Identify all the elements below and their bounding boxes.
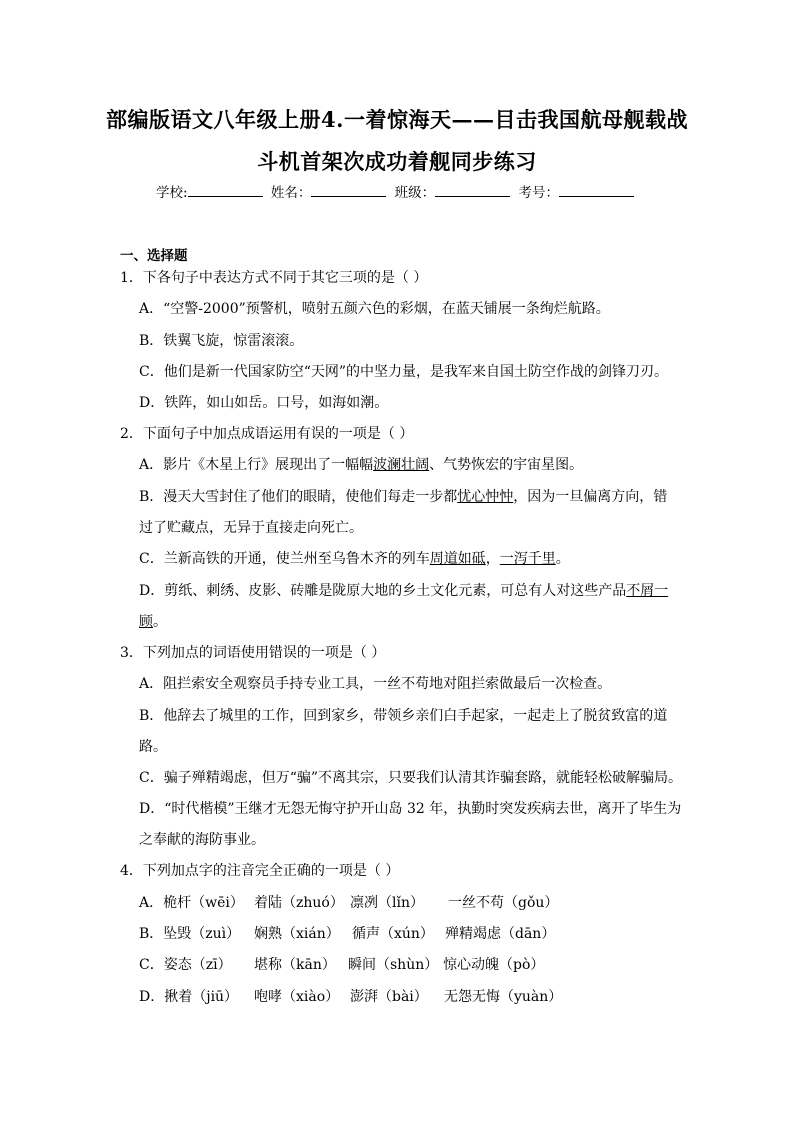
q4-option-c: C．姿态（zī） 堪称（kān） 瞬间（shùn） 惊心动魄（pò） <box>139 957 545 973</box>
q4-stem: 4．下列加点字的注音完全正确的一项是（ ） <box>120 863 400 879</box>
exam-no-blank[interactable] <box>559 184 634 197</box>
q3-option-d: D．“时代楷模”王继才无怨无悔守护开山岛 32 年，执勤时突发疾病去世，离开了毕生为 <box>139 801 682 817</box>
q2-a-idiom: 波澜壮阔 <box>373 457 430 473</box>
q1-stem: 1．下各句子中表达方式不同于其它三项的是（ ） <box>120 270 428 286</box>
class-label: 班级： <box>394 185 436 201</box>
q3-stem: 3．下列加点的词语使用错误的一项是（ ） <box>120 645 386 661</box>
q4-option-b: B．坠毁（zuì） 娴熟（xián） 循声（xún） 殚精竭虑（dān） <box>139 926 556 942</box>
q4-option-a: A．桅杆（wēi） 着陆（zhuó） 凛冽（lǐn） 一丝不苟（gǒu） <box>139 895 559 911</box>
q3-option-a: A．阻拦索安全观察员手持专业工具，一丝不苟地对阻拦索做最后一次检查。 <box>139 676 612 692</box>
q2-option-b-cont: 过了贮藏点，无异于直接走向死亡。 <box>139 520 363 536</box>
exam-no-label: 考号： <box>518 185 559 201</box>
q2-stem: 2．下面句子中加点成语运用有误的一项是（ ） <box>120 426 414 442</box>
q2-option-d-cont: 顾。 <box>139 614 167 630</box>
school-blank[interactable] <box>188 184 263 197</box>
q3-option-c: C．骗子殚精竭虑，但万“骗”不离其宗，只要我们认清其诈骗套路，就能轻松破解骗局。 <box>139 770 683 786</box>
student-info-line <box>0 181 794 201</box>
q1-option-b: B．铁翼飞旋，惊雷滚滚。 <box>139 333 304 349</box>
q2-option-d: D．剪纸、刺绣、皮影、砖雕是陇原大地的乡土文化元素，可总有人对这些产品不屑一 <box>139 583 669 599</box>
q2-d-idiom: 不屑一 <box>626 583 669 599</box>
name-label: 姓名： <box>270 185 312 201</box>
title-line-2: 斗机首架次成功着舰同步练习 <box>257 149 537 174</box>
q2-option-b: B．漫天大雪封住了他们的眼睛，使他们每走一步都忧心忡忡，因为一旦偏离方向，错 <box>139 489 668 505</box>
q1-option-d: D．铁阵，如山如岳。口号，如海如潮。 <box>139 395 389 411</box>
q2-option-a: A．影片《木星上行》展现出了一幅幅波澜壮阔、气势恢宏的宇宙星图。 <box>139 457 584 473</box>
q2-option-c: C．兰新高铁的开通，使兰州至乌鲁木齐的列车周道如砥，一泻千里。 <box>139 551 570 567</box>
q2-b-idiom: 忧心忡忡 <box>457 489 514 505</box>
q4-option-d: D．揪着（jiū） 咆哮（xiào） 澎湃（bài） 无怨无悔（yuàn） <box>139 989 563 1005</box>
q3-option-d-cont: 之奉献的海防事业。 <box>139 832 265 848</box>
class-blank[interactable] <box>435 184 510 197</box>
q2-c-idiom-1: 周道如砥 <box>429 551 486 567</box>
section-title: 一、选择题 <box>120 248 188 264</box>
q3-option-b-cont: 路。 <box>139 739 167 755</box>
q1-option-c: C．他们是新一代国家防空“天网”的中坚力量，是我军来自国土防空作战的剑锋刀刃。 <box>139 364 669 380</box>
name-blank[interactable] <box>311 184 386 197</box>
school-label: 学校: <box>156 185 188 201</box>
q1-option-a: A．“空警-2000”预警机，喷射五颜六色的彩烟，在蓝天铺展一条绚烂航路。 <box>139 301 610 317</box>
title-line-1: 部编版语文八年级上册4.一着惊海天——目击我国航母舰载战 <box>106 107 688 132</box>
q3-option-b: B．他辞去了城里的工作，回到家乡，带领乡亲们白手起家，一起走上了脱贫致富的道 <box>139 708 668 724</box>
q2-c-idiom-2: 一泻千里 <box>499 551 556 567</box>
